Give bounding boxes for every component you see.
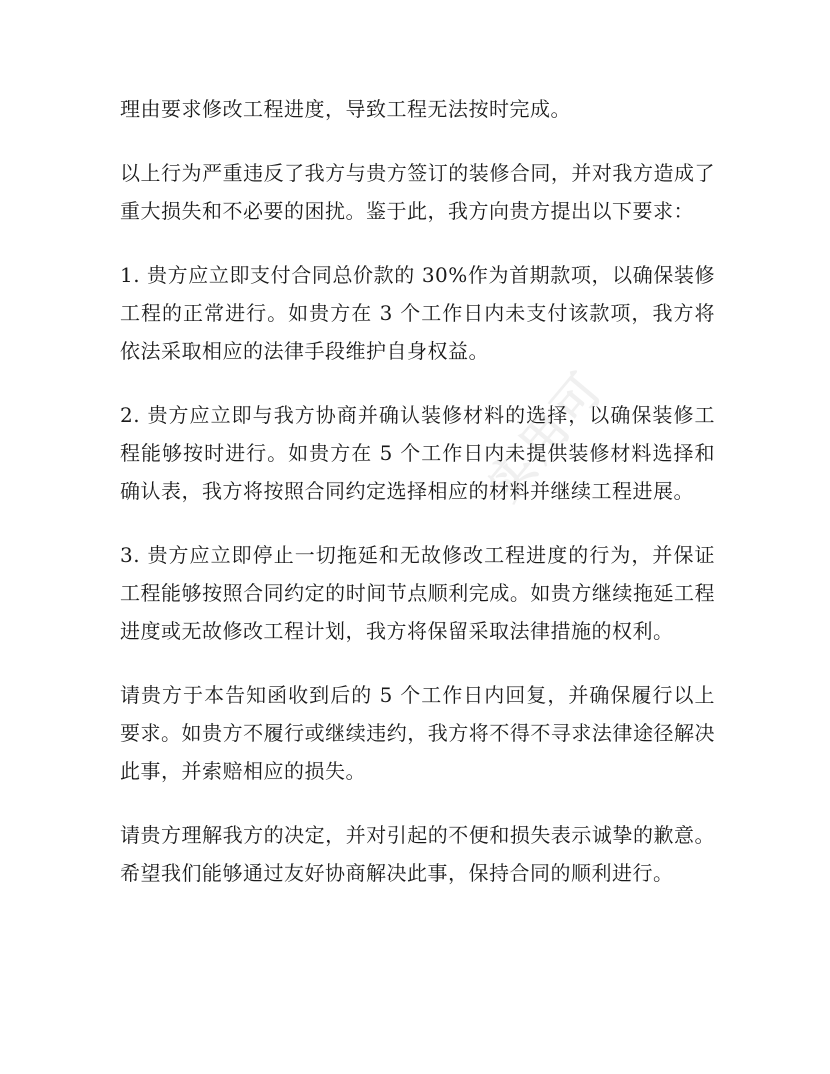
paragraph-reply-request: 请贵方于本告知函收到后的 5 个工作日内回复，并确保履行以上要求。如贵方不履行或继续违约，我方将不得不寻求法律途径解决此事，并索赔相应的损失。: [120, 683, 715, 783]
watermark-logo: 实用可: [476, 360, 615, 511]
paragraph-demand-2: 2. 贵方应立即与我方协商并确认装修材料的选择，以确保装修工程能够按时进行。如贵方在 5 个工作日内未提供装修材料选择和确认表，我方将按照合同约定选择相应的材料并继续工程进展。: [120, 403, 715, 503]
paragraph-demand-1: 1. 贵方应立即支付合同总价款的 30%作为首期款项，以确保装修工程的正常进行。如贵方在 3 个工作日内未支付该款项，我方将依法采取相应的法律手段维护自身权益。: [120, 263, 715, 363]
paragraph-closing: 请贵方理解我方的决定，并对引起的不便和损失表示诚挚的歉意。希望我们能够通过友好协商解决此事，保持合同的顺利进行。: [120, 823, 715, 885]
document-body: [120, 90, 715, 918]
paragraph-demand-3: 3. 贵方应立即停止一切拖延和无故修改工程进度的行为，并保证工程能够按照合同约定的时间节点顺利完成。如贵方继续拖延工程进度或无故修改工程计划，我方将保留采取法律措施的权利。: [120, 543, 715, 643]
paragraph-continuation: 理由要求修改工程进度，导致工程无法按时完成。: [120, 97, 571, 121]
paragraph-violation-statement: 以上行为严重违反了我方与贵方签订的装修合同，并对我方造成了重大损失和不必要的困扰。鉴于此，我方向贵方提出以下要求：: [120, 161, 715, 223]
